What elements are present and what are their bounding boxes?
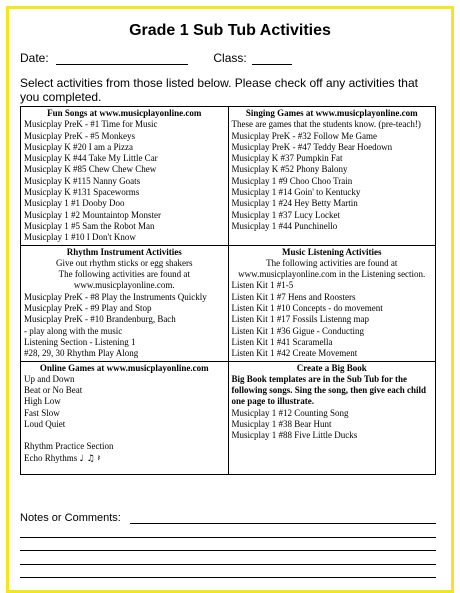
fun-songs-header: Fun Songs at www.musicplayonline.com (47, 108, 202, 118)
notes-line[interactable] (20, 550, 436, 551)
activity-item[interactable]: Musicplay 1 #88 Five Little Ducks (231, 430, 358, 441)
big-book-header: Create a Big Book (296, 362, 367, 373)
online-games-header: Online Games at www.musicplayonline.com (39, 362, 209, 373)
activity-item[interactable]: Musicplay K #115 Nanny Goats (24, 175, 141, 186)
music-listening-intro: www.musicplayonline.com in the Listening section. (238, 269, 426, 280)
singing-games-cell (228, 107, 436, 246)
activity-item[interactable]: Musicplay 1 #5 Sam the Robot Man (24, 220, 155, 231)
activity-item[interactable]: Musicplay 1 #12 Counting Song (231, 407, 349, 418)
date-blank[interactable] (56, 52, 188, 65)
activity-item[interactable]: Musicplay 1 #24 Hey Betty Martin (231, 198, 358, 209)
fun-songs-cell (21, 107, 229, 246)
class-label: Class: (213, 51, 247, 65)
activity-item[interactable]: Fast Slow (24, 407, 60, 418)
activity-item[interactable]: Musicplay 1 #9 Choo Choo Train (231, 175, 353, 186)
music-listening-header: Music Listening Activities (282, 246, 382, 257)
activity-item[interactable]: Musicplay PreK - #9 Play and Stop (24, 303, 152, 314)
activity-item[interactable]: Listen Kit 1 #42 Create Movement (231, 348, 358, 359)
activity-item[interactable]: Loud Quiet (24, 419, 66, 430)
music-listening-cell (228, 245, 436, 361)
activity-item[interactable]: Musicplay 1 #44 Punchinello (231, 220, 338, 231)
activity-item[interactable]: Listen Kit 1 #1-5 (231, 280, 294, 291)
activity-item[interactable]: Musicplay K #44 Take My Little Car (24, 153, 158, 164)
activity-item[interactable]: High Low (24, 396, 61, 407)
activity-item[interactable]: Listen Kit 1 #10 Concepts - do movement (231, 303, 383, 314)
music-notes-icon: ♩ ♫ 𝄽 (79, 453, 101, 464)
activity-item[interactable]: Up and Down (24, 373, 75, 384)
date-class-row (20, 51, 292, 65)
notes-line[interactable] (20, 564, 436, 565)
activity-item[interactable]: Musicplay PreK - #47 Teddy Bear Hoedown (231, 141, 393, 152)
notes-line[interactable] (20, 537, 436, 538)
activity-item[interactable]: Musicplay K #20 I am a Pizza (24, 141, 133, 152)
activity-item[interactable]: Musicplay K #131 Spaceworms (24, 187, 140, 198)
class-blank[interactable] (252, 52, 292, 65)
activity-item[interactable]: Musicplay 1 #10 I Don't Know (24, 232, 136, 243)
rhythm-instrument-cell (21, 245, 229, 361)
spacer (24, 430, 225, 441)
activity-item[interactable]: Musicplay PreK - #1 Time for Music (24, 119, 158, 130)
date-label: Date: (20, 51, 49, 65)
activity-item[interactable]: Beat or No Beat (24, 385, 83, 396)
singing-games-intro: These are games that the students know. (pre-teach!) (231, 119, 421, 130)
activity-item[interactable]: Musicplay 1 #1 Dooby Doo (24, 198, 125, 209)
page-title: Grade 1 Sub Tub Activities (129, 22, 331, 39)
activity-item[interactable]: Musicplay K #52 Phony Balony (231, 164, 348, 175)
activity-item[interactable]: Listen Kit 1 #36 Gigue - Conducting (231, 325, 364, 336)
activity-item[interactable]: Musicplay K #85 Chew Chew Chew (24, 164, 157, 175)
activity-item[interactable]: Listen Kit 1 #17 Fossils Listenng map (231, 314, 370, 325)
rhythm-instrument-intro: The following activities are found at (58, 269, 190, 280)
activity-item[interactable]: Musicplay 1 #2 Mountaintop Monster (24, 209, 161, 220)
activity-item[interactable]: Musicplay 1 #37 Lucy Locket (231, 209, 340, 220)
activity-item[interactable]: Musicplay PreK - #8 Play the Instruments Quickly (24, 291, 207, 302)
singing-games-header: Singing Games at www.musicplayonline.com (245, 108, 418, 118)
activities-table (20, 106, 436, 475)
activity-item[interactable]: Musicplay K #37 Pumpkin Fat (231, 153, 343, 164)
activity-item[interactable]: Listen Kit 1 #7 Hens and Roosters (231, 291, 356, 302)
activity-item: - play along with the music (24, 325, 123, 336)
activity-item[interactable]: Musicplay PreK - #10 Brandenburg, Bach (24, 314, 176, 325)
echo-rhythms-label: Echo Rhythms (24, 452, 78, 463)
activity-item[interactable]: Listening Section - Listening 1 (24, 336, 136, 347)
activity-item[interactable]: Musicplay PreK - #5 Monkeys (24, 130, 135, 141)
activity-item[interactable]: Musicplay 1 #38 Bear Hunt (231, 419, 332, 430)
rhythm-instrument-intro: www.musicplayonline.com. (73, 280, 175, 291)
rhythm-instrument-intro: Give out rhythm sticks or egg shakers (56, 257, 193, 268)
rhythm-instrument-header: Rhythm Instrument Activities (66, 246, 182, 257)
online-games-cell (21, 361, 229, 474)
activity-item[interactable]: Musicplay PreK - #32 Follow Me Game (231, 130, 377, 141)
music-listening-intro: The following activities are found at (266, 257, 398, 268)
notes-line[interactable] (130, 523, 436, 524)
activity-item: #28, 29, 30 Rhythm Play Along (24, 348, 139, 359)
big-book-intro: Big Book templates are in the Sub Tub for the following songs. Sing the song, then give each child one page to illustrate. (231, 373, 427, 407)
notes-label: Notes or Comments: (20, 512, 121, 524)
notes-line[interactable] (20, 577, 436, 578)
activity-item[interactable]: Musicplay 1 #14 Goin' to Kentucky (231, 187, 361, 198)
activity-item[interactable]: Listen Kit 1 #41 Scaramella (231, 336, 333, 347)
echo-rhythms-item[interactable] (24, 453, 225, 465)
rhythm-practice-label: Rhythm Practice Section (24, 441, 114, 452)
big-book-cell (228, 361, 436, 474)
instructions-text: Select activities from those listed below. Please check off any activities that you completed. (20, 76, 418, 104)
